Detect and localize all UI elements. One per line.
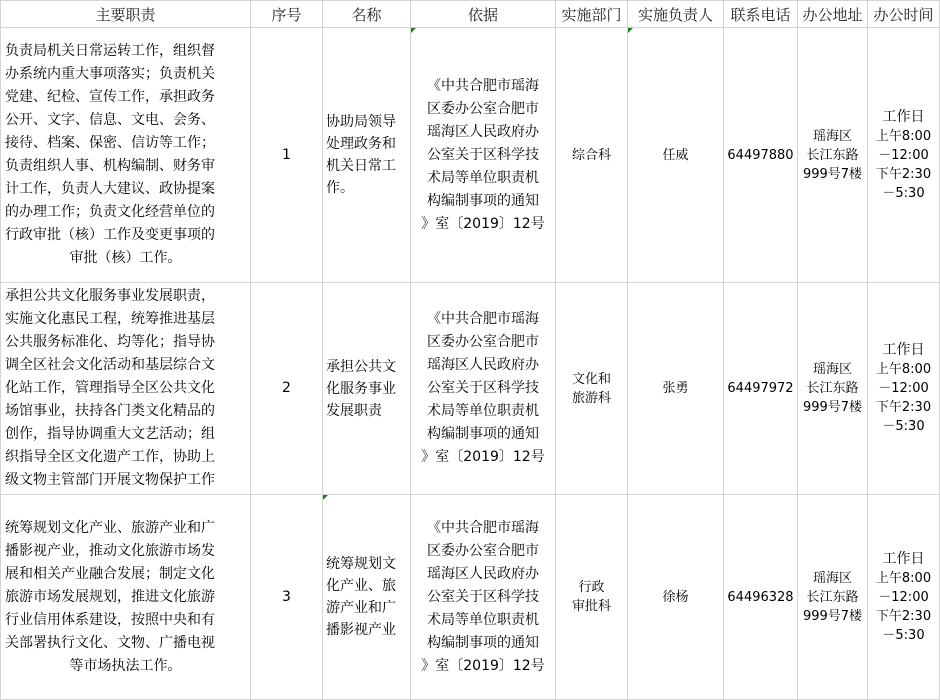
hours-cell[interactable]: 工作日 上午8:00 －12:00 下午2:30 －5:30 [868, 28, 940, 283]
header-address[interactable]: 办公地址 [798, 1, 868, 28]
header-seq[interactable]: 序号 [251, 1, 323, 28]
phone-cell[interactable]: 64497972 [724, 283, 798, 495]
header-phone[interactable]: 联系电话 [724, 1, 798, 28]
seq-cell[interactable]: 3 [251, 495, 323, 700]
header-row [1, 1, 940, 28]
address-cell[interactable]: 瑶海区 长江东路 999号7楼 [798, 495, 868, 700]
name-cell[interactable]: 承担公共文 化服务事业 发展职责 [323, 283, 411, 495]
table-row [1, 495, 940, 700]
header-name[interactable]: 名称 [323, 1, 411, 28]
dept-cell[interactable]: 行政 审批科 [556, 495, 628, 700]
person-cell[interactable]: 任威 [628, 28, 724, 283]
person-cell[interactable]: 徐杨 [628, 495, 724, 700]
header-dept[interactable]: 实施部门 [556, 1, 628, 28]
dept-cell[interactable]: 综合科 [556, 28, 628, 283]
header-basis[interactable]: 依据 [411, 1, 556, 28]
person-cell[interactable]: 张勇 [628, 283, 724, 495]
table-row [1, 283, 940, 495]
address-cell[interactable]: 瑶海区 长江东路 999号7楼 [798, 283, 868, 495]
duty-cell[interactable]: 统筹规划文化产业、旅游产业和广 播影视产业，推动文化旅游市场发 展和相关产业融合发展；制定文化 旅游市场发展规划，推进文化旅游 行业信用体系建设，按照中央和有 关部署执行文化、文物、广播电视 等市场执法工作。 [1, 495, 251, 700]
table-row [1, 28, 940, 283]
header-duty[interactable]: 主要职责 [1, 1, 251, 28]
header-person[interactable]: 实施负责人 [628, 1, 724, 28]
phone-cell[interactable]: 64497880 [724, 28, 798, 283]
duty-cell[interactable]: 承担公共文化服务事业发展职责， 实施文化惠民工程，统筹推进基层 公共服务标准化、均等化；指导协 调全区社会文化活动和基层综合文 化站工作，管理指导全区公共文化 场馆事业，扶持各门类文化精品的 创作，指导协调重大文艺活动；组 织指导全区文化遗产工作，协助上 级文物主管部门开展文物保护工作 [1, 283, 251, 495]
name-cell[interactable]: 协助局领导 处理政务和 机关日常工 作。 [323, 28, 411, 283]
hours-cell[interactable]: 工作日 上午8:00 －12:00 下午2:30 －5:30 [868, 283, 940, 495]
seq-cell[interactable]: 2 [251, 283, 323, 495]
duty-cell[interactable]: 负责局机关日常运转工作，组织督 办系统内重大事项落实；负责机关 党建、纪检、宣传工作，承担政务 公开、文字、信息、文电、会务、 接待、档案、保密、信访等工作； 负责组织人事、机构编制、财务审 计工作，负责人大建议、政协提案 的办理工作；负责文化经营单位的 行政审批（核）工作及变更事项的 审批（核）工作。 [1, 28, 251, 283]
name-cell[interactable]: 统筹规划文 化产业、旅 游产业和广 播影视产业 [323, 495, 411, 700]
address-cell[interactable]: 瑶海区 长江东路 999号7楼 [798, 28, 868, 283]
basis-cell[interactable]: 《中共合肥市瑶海 区委办公室合肥市 瑶海区人民政府办 公室关于区科学技 术局等单位职责机 构编制事项的通知 》室〔2019〕12号 [411, 283, 556, 495]
basis-cell[interactable]: 《中共合肥市瑶海 区委办公室合肥市 瑶海区人民政府办 公室关于区科学技 术局等单位职责机 构编制事项的通知 》室〔2019〕12号 [411, 28, 556, 283]
seq-cell[interactable]: 1 [251, 28, 323, 283]
basis-cell[interactable]: 《中共合肥市瑶海 区委办公室合肥市 瑶海区人民政府办 公室关于区科学技 术局等单位职责机 构编制事项的通知 》室〔2019〕12号 [411, 495, 556, 700]
header-hours[interactable]: 办公时间 [868, 1, 940, 28]
phone-cell[interactable]: 64496328 [724, 495, 798, 700]
hours-cell[interactable]: 工作日 上午8:00 －12:00 下午2:30 －5:30 [868, 495, 940, 700]
dept-cell[interactable]: 文化和 旅游科 [556, 283, 628, 495]
